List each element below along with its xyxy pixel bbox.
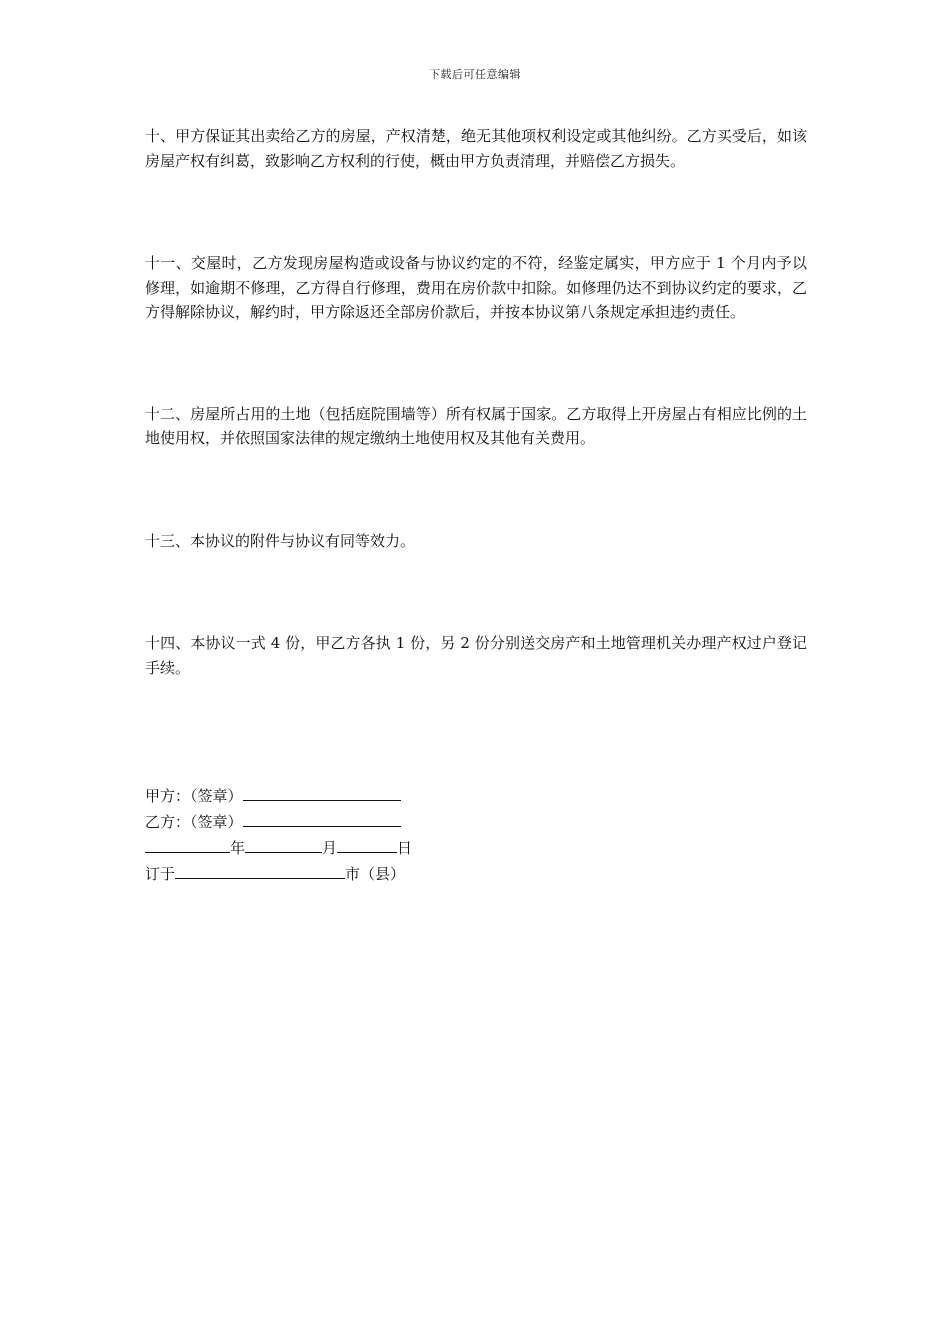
month-label: 月 (322, 839, 338, 857)
clause-12: 十二、房屋所占用的土地（包括庭院围墙等）所有权属于国家。乙方取得上开房屋占有相应比例的土地使用权，并依照国家法律的规定缴纳土地使用权及其他有关费用。 (145, 404, 807, 447)
month-blank (245, 835, 322, 853)
clause-10: 十、甲方保证其出卖给乙方的房屋，产权清楚，绝无其他项权利设定或其他纠纷。乙方买受后，如该房屋产权有纠葛，致影响乙方权利的行使，概由甲方负责清理，并赔偿乙方损失。 (145, 127, 807, 170)
document-body (145, 124, 807, 887)
header-note: 下载后可任意编辑 (429, 68, 521, 81)
party-b-signature-blank (243, 809, 401, 827)
city-blank (175, 861, 345, 879)
year-label: 年 (230, 839, 246, 857)
signature-block (145, 783, 807, 887)
day-blank (337, 835, 397, 853)
clause-14: 十四、本协议一式 4 份，甲乙方各执 1 份，另 2 份分别送交房产和土地管理机关办理产权过户登记手续。 (145, 634, 807, 677)
signing-place-line (145, 861, 807, 887)
party-a-signature-blank (243, 783, 401, 801)
party-b-signature-line (145, 809, 807, 835)
date-line (145, 835, 807, 861)
clause-13: 十三、本协议的附件与协议有同等效力。 (145, 531, 416, 550)
signed-at-label: 订于 (145, 865, 176, 883)
day-label: 日 (397, 839, 413, 857)
clause-11: 十一、交屋时，乙方发现房屋构造或设备与协议约定的不符，经鉴定属实，甲方应于 1 个月内予以修理，如逾期不修理，乙方得自行修理，费用在房价款中扣除。如修理仍达不到协议约定的要求，乙方得解除协议，解约时，甲方除返还全部房价款后，并按本协议第八条规定承担违约责任。 (145, 254, 807, 321)
party-a-signature-line (145, 783, 807, 809)
city-label: 市（县） (345, 865, 406, 883)
year-blank (145, 835, 230, 853)
party-a-label: 甲方：（签章） (145, 787, 243, 805)
party-b-label: 乙方：（签章） (145, 813, 243, 831)
